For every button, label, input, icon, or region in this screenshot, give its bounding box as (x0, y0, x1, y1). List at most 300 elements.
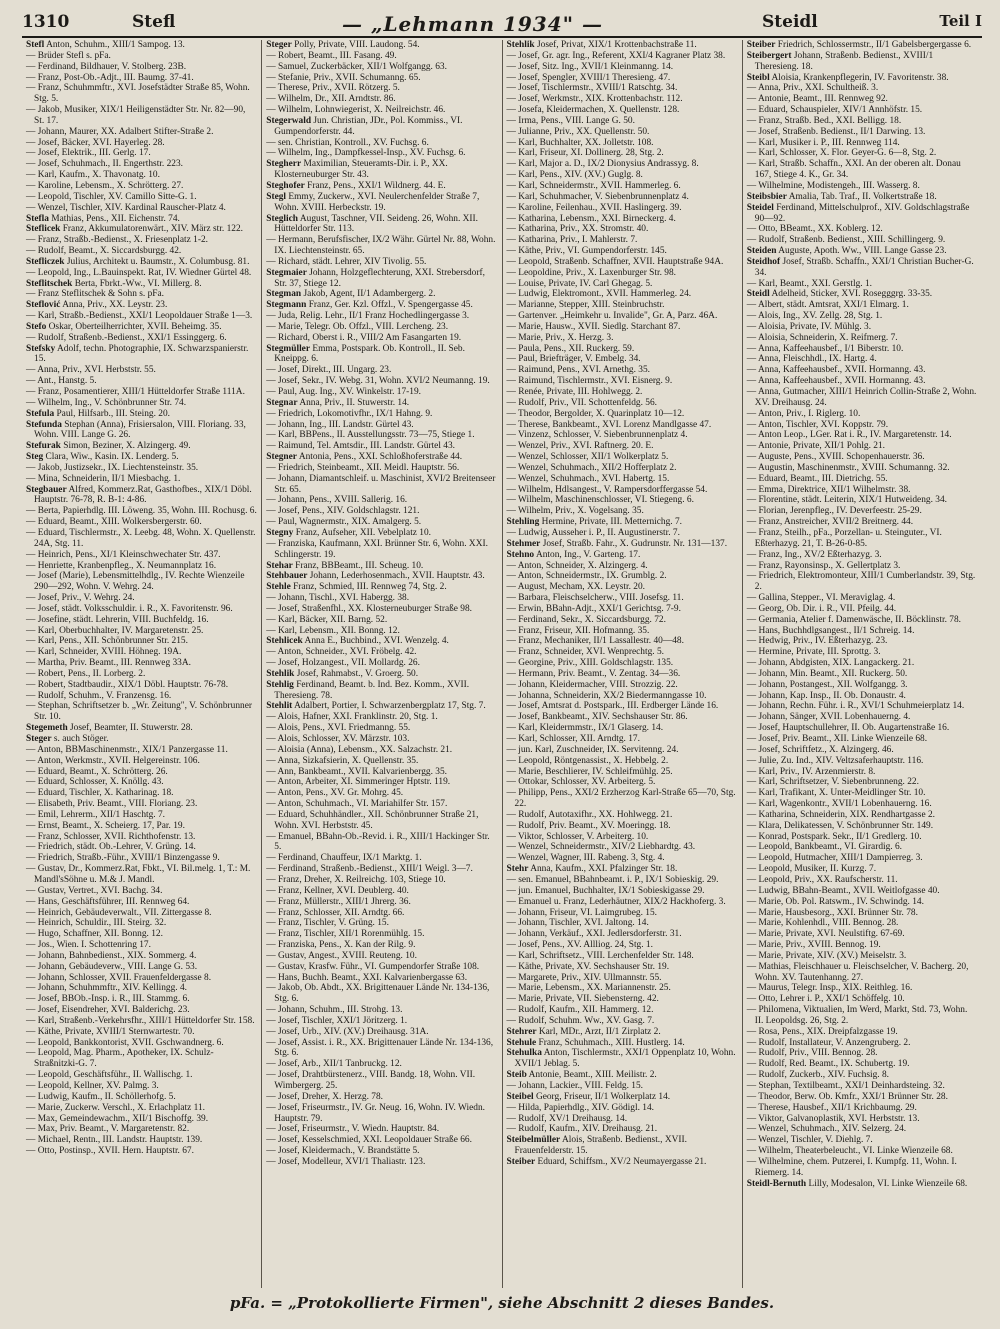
directory-entry (507, 203, 738, 214)
entry-text: — Käthe, Priv., VI. Gumpendorferstr. 145. (506, 246, 667, 257)
entry-text: — Marie, Hausbesorg., XXI. Brünner Str. 78. (746, 907, 918, 918)
directory-entry (26, 452, 257, 463)
directory-entry (266, 430, 497, 441)
directory-entry (747, 322, 978, 333)
directory-entry (507, 669, 738, 680)
directory-entry (266, 40, 497, 51)
entry-text: — Wilhelm, Lohnwiegerist, X. Neilreichstr. 46. (266, 105, 446, 116)
entry-text: — Josef, Direkt., III. Ungarg. 23. (266, 365, 392, 376)
entry-text: — Wenzel, Priv., XVI. Raftnerg. 20. E. (506, 441, 654, 452)
entry-text: — Marie, Kohlenhdl., VIII. Bennog. 28. (746, 918, 899, 929)
entry-surname: Steflicek (26, 224, 61, 235)
entry-text: — Josef, Kesselschmied, XXI. Leopoldauer Straße 66. (266, 1135, 472, 1146)
entry-text: — Wenzel, Wagner, III. Rabeng. 3, Stg. 4. (506, 853, 665, 864)
entry-text: Franz, Pens., XXI/1 Wildnerg. 44. E. (307, 180, 446, 191)
directory-entry (507, 344, 738, 355)
entry-text: — Gartenver. „Heimkehr u. Invalide", Gr. A, Parz. 46A. (506, 311, 718, 322)
directory-entry (507, 1114, 738, 1125)
entry-text: — Franz, Tischler, V. Grüng. 15. (266, 918, 389, 929)
entry-text: — Louise, Private, IV. Carl Ghegag. 5. (506, 278, 653, 289)
entry-text: — Rudolf, Beamt., X. Siccardsburgg. 42. (26, 246, 182, 257)
entry-text: Anton, Schuhm., XIII/1 Sampog. 13. (46, 40, 185, 50)
directory-entry (26, 246, 257, 257)
directory-entry (507, 908, 738, 919)
entry-text: — Karl, Schriftsetzer, V. Siebenbrunneng. 22. (746, 777, 919, 788)
directory-entry (26, 756, 257, 767)
directory-columns (22, 40, 982, 1288)
directory-entry (507, 701, 738, 712)
entry-text: — Leopold, Bankkontorist, XVII. Gschwandnerg. 6. (26, 1037, 224, 1048)
entry-text: — Karl, Priv., IV. Arzenmierstr. 8. (746, 766, 876, 777)
directory-entry (747, 1070, 978, 1081)
entry-text: — Marie, Hausw., XVII. Siedlg. Starchant 87. (506, 321, 681, 332)
entry-text: Anna, Kaufm., XXI. Pfalzinger Str. 18. (530, 864, 678, 875)
entry-text: — Josef, Werkmstr., XIX. Krottenbachstr. 112. (506, 94, 683, 105)
entry-surname: Stehmer (506, 538, 541, 549)
entry-text: Johann, Straßenb. Bedienst., XVIII/1 Theresieng. 18. (754, 50, 934, 72)
directory-entry (507, 376, 738, 387)
entry-text: — Johann, Verkäuf., XXI. Jedlersdorferstr. 31. (506, 929, 682, 940)
directory-entry (26, 1016, 257, 1027)
entry-text: — Rudolf, Installateur, V. Anzengruberg. 2. (746, 1037, 911, 1048)
entry-text: — Hugo, Schaffner, XII. Bonng. 12. (26, 929, 163, 940)
entry-text: Anton, Tischlermstr., XXI/1 Oppenplatz 10, Wohn. XVII/1 Jeblag. 5. (514, 1048, 736, 1070)
directory-entry (266, 636, 497, 647)
entry-surname: Stehr (506, 864, 529, 875)
entry-text: Jakob, Agent, II/1 Adambergerg. 2. (303, 289, 436, 300)
directory-entry (26, 918, 257, 929)
directory-entry (26, 723, 257, 734)
entry-text: — Käthe, Private, XV. Sechshauser Str. 19. (506, 961, 670, 972)
directory-entry (747, 983, 978, 994)
directory-entry (266, 1157, 497, 1168)
entry-text: Georg, Friseur, II/1 Wolkerplatz 14. (535, 1091, 671, 1102)
entry-text: — Eduard, Schauspieler, XIV/1 Annhöfstr. 15. (746, 105, 923, 116)
entry-text: — Rudolf, Kaufm., XIV. Dreihausg. 21. (506, 1124, 658, 1135)
entry-text: — Emanuel, BBahn-Ob.-Revid. i. R., XIII/1 Hackinger Str. 5. (266, 831, 490, 853)
entry-text: — Josef, Eisendreher, XVI. Balderichg. 23. (26, 1005, 190, 1016)
directory-entry (266, 832, 497, 854)
entry-text: — Anna, Kaffeehausbef., I/1 Biberstr. 10. (746, 343, 904, 354)
entry-text: — Karl, Schuhmacher, V. Siebenbrunnenplatz 4. (506, 191, 689, 202)
directory-entry (747, 1103, 978, 1114)
directory-entry (266, 420, 497, 431)
entry-text: — Franz, Kellner, XVI. Deublerg. 40. (266, 885, 409, 896)
entry-text: — Julianne, Priv., XX. Quellenstr. 50. (506, 126, 650, 137)
entry-surname: Stefliczek (26, 256, 65, 267)
entry-text: — Josef, Assist. i. R., XX. Brigittenauer Lände Nr. 134-136, Stg. 6. (266, 1037, 494, 1059)
directory-entry (507, 691, 738, 702)
directory-entry (507, 875, 738, 886)
directory-entry (266, 973, 497, 984)
entry-text: Adelheid, Sticker, XVI. Rosegggrg. 33-35. (771, 289, 933, 300)
directory-entry (507, 463, 738, 474)
entry-text: Lilly, Modesalon, VI. Linke Wienzeile 68. (808, 1178, 968, 1189)
directory-entry (266, 517, 497, 528)
directory-entry (26, 40, 257, 51)
entry-text: Paul, Hilfsarb., III. Steing. 20. (56, 408, 170, 419)
directory-entry (507, 257, 738, 268)
entry-text: — Ferdinand, Straßenb.-Bedienst., XIII/1 Weigl. 3—7. (266, 864, 473, 875)
directory-entry (507, 311, 738, 322)
directory-entry (266, 62, 497, 73)
directory-entry (266, 506, 497, 517)
entry-text: — Karl, Lebensm., XII. Bonng. 12. (266, 625, 400, 636)
entry-surname: Stegemeth (26, 723, 68, 734)
directory-entry (26, 701, 257, 723)
entry-text: — Friedrich, Lokomotivfhr., IX/1 Hahng. 9. (266, 408, 433, 419)
entry-text: — Wenzel, Schuhmach., XIV. Selzerg. 24. (746, 1124, 907, 1135)
directory-entry (507, 810, 738, 821)
directory-entry (266, 1005, 497, 1016)
directory-entry (507, 420, 738, 431)
column-2 (262, 40, 502, 1288)
directory-entry (747, 192, 978, 203)
directory-entry (507, 1157, 738, 1168)
directory-entry (747, 387, 978, 409)
entry-text: — Jakob, Justizsekr., IX. Liechtensteinstr. 35. (26, 462, 199, 473)
entry-surname: Steibel (506, 1091, 534, 1102)
directory-entry (266, 561, 497, 572)
entry-text: — Hermine, Private, III. Sprottg. 3. (746, 647, 881, 658)
entry-text: — Robert, Beamt., III. Fasang. 49. (266, 50, 397, 61)
entry-text: Anna, Priv., XX. Leystr. 23. (62, 300, 168, 311)
entry-text: — Marie, Lebensm., XX. Mariannenstr. 25. (506, 983, 671, 994)
entry-text: — Karoline, Lebensm., X. Schrötterg. 27. (26, 180, 184, 191)
entry-surname: Steghofer (266, 180, 305, 191)
directory-entry (26, 810, 257, 821)
entry-surname: Steiber (746, 40, 776, 50)
directory-entry (26, 322, 257, 333)
entry-text: — Max, Gemeindewachm., XII/1 Bischoffg. 39. (26, 1113, 209, 1124)
entry-text: Franz, Schmied, III. Rennweg 74, Stg. 2. (293, 582, 447, 593)
entry-text: Adalbert, Portier, I. Schwarzenbergplatz 17, Stg. 7. (294, 701, 486, 712)
entry-text: — Leopold, Hutmacher, XIII/1 Dampierreg. 3. (746, 853, 923, 864)
directory-entry (507, 279, 738, 290)
entry-text: — jun. Emanuel, Buchhalter, IX/1 Sobieskigasse 29. (506, 885, 705, 896)
directory-entry (26, 680, 257, 691)
entry-text: Clara, Wiw., Kasin. IX. Lenderg. 5. (45, 452, 179, 463)
entry-text: — Josef, Amtsrat d. Postspark., III. Erdberger Lände 16. (506, 701, 719, 712)
entry-text: — Georgine, Priv., XIII. Goldschlagstr. 135. (506, 658, 674, 669)
entry-text: — Johann, Friseur, VI. Laimgrubeg. 15. (506, 907, 657, 918)
entry-text: — Therese, Hausbef., XII/1 Krichbaumg. 29. (746, 1102, 917, 1113)
directory-entry (26, 224, 257, 235)
entry-text: — Franz, Friseur, XII. Hofmanng. 35. (506, 625, 650, 636)
directory-entry (747, 485, 978, 496)
directory-entry (747, 723, 978, 734)
entry-text: — sen. Christian, Kontroll., XV. Fuchsg. 6. (266, 137, 429, 148)
directory-entry (747, 246, 978, 257)
entry-text: — Franziska, Pens., X. Kan der Rilg. 9. (266, 940, 416, 951)
entry-text: — Eduard, Schlosser, X. Knöllg. 43. (26, 777, 164, 788)
entry-text: — Barbara, Fleischselcherw., VIII. Josefsg. 11. (506, 593, 684, 604)
entry-text: — Ludwig, Kaufm., II. Schöllerhofg. 5. (26, 1091, 176, 1102)
entry-text: — Johann, Pens., XVIII. Sallerig. 16. (266, 495, 408, 506)
directory-entry (26, 908, 257, 919)
entry-text: — Karl, Schriftsetz., VIII. Lerchenfelder Str. 148. (506, 950, 694, 961)
directory-entry (747, 517, 978, 528)
column-4 (743, 40, 982, 1288)
entry-text: — Therese, Bankbeamt., XVI. Lorenz Mandlgasse 47. (506, 419, 712, 430)
directory-entry (747, 105, 978, 116)
entry-text: — Jakob, Ob. Abdt., XX. Brigittenauer Lände Nr. 134-136, Stg. 6. (266, 983, 490, 1005)
directory-entry (266, 376, 497, 387)
directory-entry (507, 821, 738, 832)
directory-entry (26, 170, 257, 181)
entry-text: — Franz, Posamentierer, XIII/1 Hütteldorfer Straße 111A. (26, 387, 245, 397)
entry-surname: Stehrer (506, 1026, 537, 1037)
directory-entry (507, 658, 738, 669)
entry-text: — Otto, BBeamt., XX. Koblerg. 12. (746, 224, 883, 235)
entry-text: Polly, Private, VIII. Laudong. 54. (294, 40, 420, 50)
directory-entry (747, 691, 978, 702)
directory-entry (507, 962, 738, 973)
entry-text: — Konrad, Postspark. Sekr., II/1 Gredlerg. 10. (746, 831, 922, 842)
entry-text: — Martha, Priv. Beamt., III. Rennweg 33A. (26, 658, 191, 669)
entry-text: — Georg, Ob. Dir. i. R., VII. Pfeilg. 44. (746, 603, 897, 614)
directory-entry (747, 311, 978, 322)
directory-entry (26, 300, 257, 311)
directory-entry (26, 268, 257, 279)
directory-entry (266, 1103, 497, 1125)
entry-text: — Josef, Drahtbürstenerz., VIII. Bandg. 18, Wohn. VII. Wimbergerg. 25. (266, 1070, 476, 1091)
directory-entry (266, 680, 497, 702)
directory-entry (26, 289, 257, 300)
directory-entry (266, 289, 497, 300)
directory-entry (507, 788, 738, 810)
entry-text: — Marie, Private, XIV. (XV.) Meiselstr. 3. (746, 950, 907, 961)
directory-entry (747, 821, 978, 832)
directory-entry (26, 951, 257, 962)
entry-text: — Richard, städt. Lehrer, XIV Tivolig. 55. (266, 256, 427, 267)
entry-text: — Josef, Hauptschullehrer, II. Ob. Augartenstraße 16. (746, 723, 950, 734)
entry-text: — Anna, Priv., XXI. Schultheiß. 3. (746, 83, 879, 94)
directory-entry (747, 626, 978, 637)
directory-entry (747, 908, 978, 919)
directory-entry (26, 1048, 257, 1070)
directory-entry (747, 51, 978, 73)
entry-text: Friedrich, Schlossermstr., II/1 Gabelsbergergasse 6. (777, 40, 972, 50)
entry-text: — Raimund, Tischlermstr., XVI. Eisnerg. 9. (506, 376, 673, 387)
directory-entry (26, 62, 257, 73)
directory-entry (507, 756, 738, 767)
entry-text: — Aloisia, Schneiderin, X. Reifmerg. 7. (746, 332, 898, 343)
entry-text: — Hedwig, Priv., IV. Eßterhazyg. 23. (746, 636, 888, 647)
directory-entry (26, 181, 257, 192)
directory-entry (26, 138, 257, 149)
page-header (22, 10, 982, 38)
entry-text: — Gallina, Stepper., VI. Meraviglag. 4. (746, 593, 896, 604)
directory-entry (26, 983, 257, 994)
entry-text: — Franz, Rayonsinsp., X. Gellertplatz 3. (746, 560, 901, 571)
entry-text: — Heinrich, Gebäudeverwalt., VII. Zittergasse 8. (26, 907, 212, 918)
entry-text: — Ernst, Beamt., X. Scheierg. 17, Par. 19. (26, 820, 185, 831)
directory-entry (266, 214, 497, 236)
entry-text: — Theodor, Bergolder, X. Quarinplatz 10—12. (506, 408, 685, 419)
directory-entry (747, 1005, 978, 1027)
entry-text: Stephan (Anna), Frisiersalon, VIII. Floriang. 33, Wohn. VIII. Lange G. 26. (34, 419, 246, 441)
directory-entry (507, 387, 738, 398)
entry-text: — Franz, Schlosser, XII. Arndtg. 66. (266, 907, 405, 918)
directory-entry (26, 745, 257, 756)
directory-entry (266, 300, 497, 311)
entry-text: Amalia, Tab. Traf., II. Volkertstraße 18. (788, 191, 937, 202)
entry-surname: Stefl (26, 40, 45, 50)
directory-entry (747, 1146, 978, 1157)
directory-entry (507, 246, 738, 257)
entry-surname: Stehling (506, 517, 540, 528)
entry-text: — Johann, Kap. Insp., II. Ob. Donaustr. 4. (746, 690, 906, 701)
directory-entry (747, 354, 978, 365)
entry-surname: Steibsbier (746, 191, 787, 202)
directory-entry (26, 333, 257, 344)
entry-text: — Anton, Schuhmach., VI. Mariahilfer Str. 157. (266, 799, 448, 810)
entry-text: Ferdinand, Mittelschulprof., XIV. Goldschlagstraße 90—92. (754, 202, 970, 224)
directory-entry (26, 1114, 257, 1125)
directory-entry (26, 1146, 257, 1157)
entry-surname: Stegmüller (266, 343, 310, 354)
directory-entry (26, 593, 257, 604)
entry-surname: Stegmann (266, 300, 307, 311)
entry-text: — Franz, Schlosser, XVII. Richthofenstr. 13. (26, 831, 196, 842)
entry-text: — Gustav, Angest., XVIII. Reuteng. 10. (266, 950, 417, 961)
entry-text: — Ferdinand, Sekr., X. Siccardsburgg. 72. (506, 614, 666, 625)
entry-text: — Franz, Straßb. Bed., XXI. Belligg. 18. (746, 115, 902, 126)
entry-text: — Philomena, Viktualien, Im Werd, Markt, Std. 73, Wohn. II. Leopoldsg. 26, Stg. 2. (746, 1005, 968, 1026)
entry-surname: Stefunda (26, 419, 62, 430)
directory-entry (26, 788, 257, 799)
directory-entry (266, 51, 497, 62)
directory-entry (507, 83, 738, 94)
directory-entry (26, 420, 257, 442)
directory-entry (266, 495, 497, 506)
entry-text: — Ottokar, Schlosser, XV. Arbeiterg. 5. (506, 777, 656, 788)
entry-text: — Wenzel, Schlosser, XII/1 Wolkerplatz 5. (506, 452, 669, 463)
entry-text: — Johann, Kleidermacher, VIII. Strozzig. 22. (506, 679, 678, 690)
directory-entry (507, 528, 738, 539)
directory-entry (507, 105, 738, 116)
entry-text: — Aloisia (Anna), Lebensm., XX. Salzachstr. 21. (266, 744, 453, 755)
directory-entry (747, 1157, 978, 1179)
entry-text: — Karl, Straßb.-Bedienst., XXI/1 Leopoldauer Straße 1—3. (26, 311, 253, 322)
entry-text: Auguste, Apoth. Ww., VIII. Lange Gasse 23. (778, 246, 947, 257)
directory-entry (266, 647, 497, 658)
directory-entry (266, 452, 497, 463)
entry-text: — Josef, Friseurmstr., IV. Gr. Neug. 16, Wohn. IV. Wiedn. Hauptstr. 79. (266, 1102, 485, 1124)
directory-entry (266, 615, 497, 626)
directory-entry (266, 463, 497, 474)
entry-surname: Stehlit (266, 701, 293, 712)
entry-surname: Steflitschek (26, 278, 73, 289)
directory-entry (266, 116, 497, 138)
entry-text: — Josef, Friseurmstr., V. Wiedn. Hauptstr. 84. (266, 1124, 440, 1135)
directory-entry (747, 929, 978, 940)
directory-entry (507, 680, 738, 691)
entry-text: Emmy, Zuckerw., XVI. Neulerchenfelder Straße 7, Wohn. XVIII. Herbeckstr. 19. (274, 191, 480, 213)
entry-text: — Otto, Postinsp., XVII. Hern. Hauptstr. 67. (26, 1146, 194, 1157)
directory-entry (26, 929, 257, 940)
directory-entry (266, 138, 497, 149)
directory-entry (507, 495, 738, 506)
entry-text: — Franz, Schuhmmftr., XVI. Josefstädter Straße 85, Wohn. Stg. 5. (26, 83, 250, 105)
entry-text: — Richard, Oberst i. R., VIII/2 Am Fasangarten 19. (266, 332, 462, 343)
entry-text: — Josef, Tischler, XXI/1 Jöritzerg. 1. (266, 1015, 408, 1026)
directory-entry (507, 1092, 738, 1103)
directory-entry (507, 430, 738, 441)
directory-entry (747, 897, 978, 908)
directory-entry (747, 474, 978, 485)
header-first-entry: Stefl (132, 12, 176, 32)
entry-text: — Katharina, Priv., XX. Stromstr. 40. (506, 224, 649, 235)
directory-entry (26, 832, 257, 843)
entry-text: — Leopold, Straßenb. Schaffner, XVII. Hauptstraße 94A. (506, 256, 724, 267)
entry-text: — Leopold, Musiker, II. Kurzg. 7. (746, 864, 877, 875)
entry-text: — Julie, Zu. Ind., XIV. Veltzsaferhauptstr. 116. (746, 755, 924, 766)
entry-text: — Karl, Schneidermstr., XVII. Hammerleg. 6. (506, 180, 681, 191)
entry-text: — Friedrich, Steinbeamt., XII. Meidl. Hauptstr. 56. (266, 462, 460, 473)
entry-text: — Berta, Papierhdlg. III. Löweng. 35, Wohn. III. Rochusg. 6. (26, 506, 257, 517)
directory-entry (26, 528, 257, 550)
entry-text: — Marie, Zuckerw. Verschl., X. Erlachplatz 11. (26, 1102, 206, 1113)
entry-text: — Hermann, Priv. Beamt., V. Zentag. 34—36. (506, 668, 681, 679)
directory-entry (747, 658, 978, 669)
directory-entry (747, 344, 978, 355)
entry-text: — Eduard, Tischlermstr., X. Leebg. 48, Wohn. X. Quellenstr. 24A, Stg. 11. (26, 527, 256, 549)
entry-text: — Katharina, Schneiderin, XIX. Rendhartgasse 2. (746, 809, 935, 820)
directory-entry (266, 940, 497, 951)
directory-entry (747, 712, 978, 723)
entry-text: — Gustav, Dr., Kommerz.Rat, Fbkt., VI. Bil.melg. 1, T.: M. Mandl'sSöhne u. M.& J. Mandl. (26, 864, 251, 885)
entry-surname: Stegman (266, 289, 302, 300)
directory-entry (266, 1135, 497, 1146)
directory-entry (266, 799, 497, 810)
entry-text: — Vinzenz, Schlosser, V. Siebenbrunnenplatz 4. (506, 430, 688, 441)
entry-text: — Wilhelm, Priv., X. Vogelsang. 35. (506, 506, 644, 517)
entry-text: Josef, Beamter, II. Stuwerstr. 28. (70, 723, 193, 734)
directory-entry (26, 734, 257, 745)
directory-entry (507, 441, 738, 452)
directory-entry (26, 864, 257, 886)
directory-entry (747, 994, 978, 1005)
directory-entry (507, 289, 738, 300)
entry-text: — Alois, Ing., XV. Zellg. 28, Stg. 1. (746, 311, 883, 322)
entry-text: — Theodor, Berw. Ob. Kmfr., XXI/1 Brünner Str. 28. (746, 1091, 948, 1102)
entry-text: — Josef, Schuhmach., II. Engerthstr. 223. (26, 159, 184, 170)
entry-surname: Stegbauer (26, 484, 67, 495)
directory-entry (266, 582, 497, 593)
entry-text: — Karl, Straßenb.-Verkehrsfhr., XIII/1 Hütteldorfer Str. 158. (26, 1015, 255, 1026)
entry-text: — Wilhelm, Ing., Dampfkessel-Insp., XV. Fuchsg. 6. (266, 148, 466, 159)
entry-text: — Paul, Aug. Ing., XV. Winkelstr. 17-19. (266, 387, 421, 397)
entry-text: Eduard, Schiffsm., XV/2 Neumayergasse 21. (537, 1156, 707, 1167)
entry-text: — Paula, Pens., XII. Ruckerg. 59. (506, 343, 635, 354)
directory-entry (507, 73, 738, 84)
entry-text: — Raimund, Pens., XVI. Arnethg. 35. (506, 365, 650, 376)
directory-entry (266, 723, 497, 734)
entry-text: — Johann, Ing., III. Landstr. Gürtel 43. (266, 419, 414, 430)
entry-text: — Karl, Friseur, XI. Dollinerg. 28, Stg. 2. (506, 148, 664, 159)
directory-entry (507, 571, 738, 582)
entry-surname: Steiden (746, 246, 777, 257)
directory-entry (266, 669, 497, 680)
entry-surname: Stehlig (266, 679, 294, 690)
entry-text: Johann, Holzgeflechterung, XXI. Strebersdorf, Str. 37, Stiege 12. (274, 267, 485, 289)
directory-entry (266, 864, 497, 875)
directory-entry (266, 333, 497, 344)
directory-entry (266, 788, 497, 799)
entry-text: — Anna, Kaffeehausbef., XVII. Hormanng. 43. (746, 376, 926, 387)
